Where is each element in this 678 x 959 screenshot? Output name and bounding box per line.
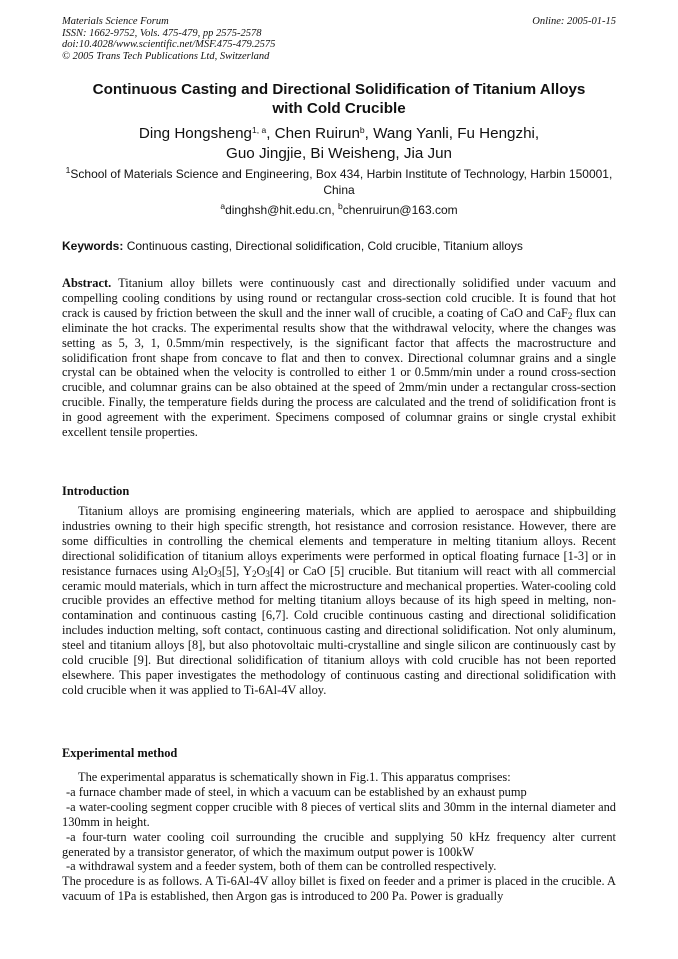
procedure-paragraph: The procedure is as follows. A Ti-6Al-4V alloy billet is fixed on feeder and a primer is placed in the crucible. A vacuum of 1Pa is established, then Argon gas is introduced to 200 Pa. Power is gradually: [62, 874, 616, 904]
keywords: [62, 238, 616, 254]
author-1-sup: 1, a: [252, 125, 267, 135]
email-b: chenruirun@163.com: [342, 203, 458, 217]
journal-name: Materials Science Forum: [62, 16, 169, 27]
author-emails: [62, 202, 616, 218]
email-a: dinghsh@hit.edu.cn,: [225, 203, 338, 217]
experimental-intro: The experimental apparatus is schematically shown in Fig.1. This apparatus comprises:: [78, 770, 511, 784]
affiliation: [62, 166, 616, 198]
intro-text-1: Titanium alloys are promising engineering materials, which are applied to aerospace and shipbuilding industries owning to their high specific strength, hot resistance and corrosion resistance. However, there are some difficulties in controlling the chemical elements and temperature in melting titanium alloys. Recent directional solidification of titanium alloys experiments were performed in optical floating furnace [1-3] or in resistance furnaces using Al: [62, 504, 616, 578]
paper-title: [62, 80, 616, 118]
intro-sub-1: 2: [203, 568, 209, 579]
intro-text-3: [5], Y: [221, 563, 252, 578]
abstract-text-2: flux can eliminate the hot cracks. The experimental results show that the withdrawal velocity, where the changes was setting as 5, 3, 1, 0.5mm/min respectively, is the significant factor that affects the macrostructure and solidification front shape from concave to flat and then to convex. Directional columnar grains and a single crystal can be obtained when the velocity is controlled to either 1 or 0.5mm/min under a round cross-section crucible, and columnar grains can be also obtained at the speed of 2mm/min under a rectangular cross-section crucible. Finally, the temperature fields during the process are calculated and the trend of solidification front is in good agreement with the experiment. Specimens composed of columnar grains or single crystal exhibit excellent tensile properties.: [62, 305, 616, 440]
intro-text-2: O: [208, 563, 218, 578]
intro-sub-2: 3: [217, 568, 222, 579]
author-3: , Wang Yanli, Fu Hengzhi,: [364, 125, 540, 142]
journal-header: [62, 16, 616, 62]
online-date: Online: 2005-01-15: [532, 16, 616, 27]
abstract-sub: 2: [567, 310, 573, 321]
affiliation-sup: 1: [65, 165, 71, 175]
author-line-2: Guo Jingjie, Bi Weisheng, Jia Jun: [226, 145, 452, 162]
intro-sub-3: 2: [251, 568, 257, 579]
intro-text-4: O: [256, 563, 266, 578]
email-b-sup: b: [338, 201, 343, 211]
issn-line: ISSN: 1662-9752, Vols. 475-479, pp 2575-2578: [62, 27, 262, 39]
title-line-1: Continuous Casting and Directional Solidification of Titanium Alloys: [92, 81, 586, 98]
author-list: [62, 124, 616, 164]
apparatus-item-4: -a withdrawal system and a feeder system, both of them can be controlled respectively.: [66, 859, 497, 874]
author-line-1: [62, 124, 616, 144]
keywords-label: Keywords:: [62, 239, 124, 253]
experimental-section: [62, 770, 616, 904]
apparatus-item-3: -a four-turn water cooling coil surrounding the crucible and supplying 50 kHz frequency alter current generated by a transistor generator, of which the maximum output power is 100kW: [62, 829, 616, 859]
abstract: [62, 276, 616, 440]
affiliation-text: School of Materials Science and Engineering, Box 434, Harbin Institute of Technology, Harbin 150001, China: [70, 167, 613, 197]
apparatus-item-2: -a water-cooling segment copper crucible with 8 pieces of vertical slits and 30mm in the internal diameter and 130mm in height.: [62, 799, 616, 829]
intro-sub-4: 3: [265, 568, 270, 579]
introduction-paragraph: [62, 504, 616, 698]
doi-line: doi:10.4028/www.scientific.net/MSF.475-479.2575: [62, 39, 276, 51]
author-1: Ding Hongsheng: [138, 125, 253, 142]
author-2-sup: b: [359, 125, 365, 135]
title-line-2: with Cold Crucible: [272, 100, 406, 117]
abstract-label: Abstract.: [62, 276, 112, 290]
experimental-heading: Experimental method: [62, 746, 178, 760]
intro-text-5: [4] or CaO [5] crucible. But titanium will react with all commercial ceramic mould materials, which in turn affect the microstructure and mechanical properties. Water-cooling cold crucible provides an effective method for melting titanium alloys because of its high speed in melting, non-contamination and continuous casting [6,7]. Cold crucible continuous casting and directional solidification includes induction melting, soft contact, continuous casting and directional solidification. Not only aluminum, steel and titanium alloys [8], but also photovoltaic multi-crystalline and single silicon are continuously cast by cold crucible [9]. But directional solidification of titanium alloys with cold crucible has not been reported elsewhere. This paper investigates the methodology of continuous casting and directional solidification with cold crucible when it was applied to Ti-6Al-4V alloy.: [62, 563, 616, 697]
copyright-line: © 2005 Trans Tech Publications Ltd, Switzerland: [62, 50, 270, 62]
email-a-sup: a: [220, 201, 226, 211]
abstract-text-1: Titanium alloy billets were continuously cast and directionally solidified under vacuum and compelling cooling conditions by using round or rectangular cross-section cold crucible. It is found that hot crack is caused by friction between the skull and the inner wall of crucible, a coating of CaO and CaF: [62, 276, 616, 320]
apparatus-item-1: -a furnace chamber made of steel, in which a vacuum can be established by an exhaust pump: [66, 784, 527, 799]
author-2: , Chen Ruirun: [266, 125, 360, 142]
introduction-heading: Introduction: [62, 484, 130, 498]
keywords-text: Continuous casting, Directional solidification, Cold crucible, Titanium alloys: [123, 239, 523, 253]
